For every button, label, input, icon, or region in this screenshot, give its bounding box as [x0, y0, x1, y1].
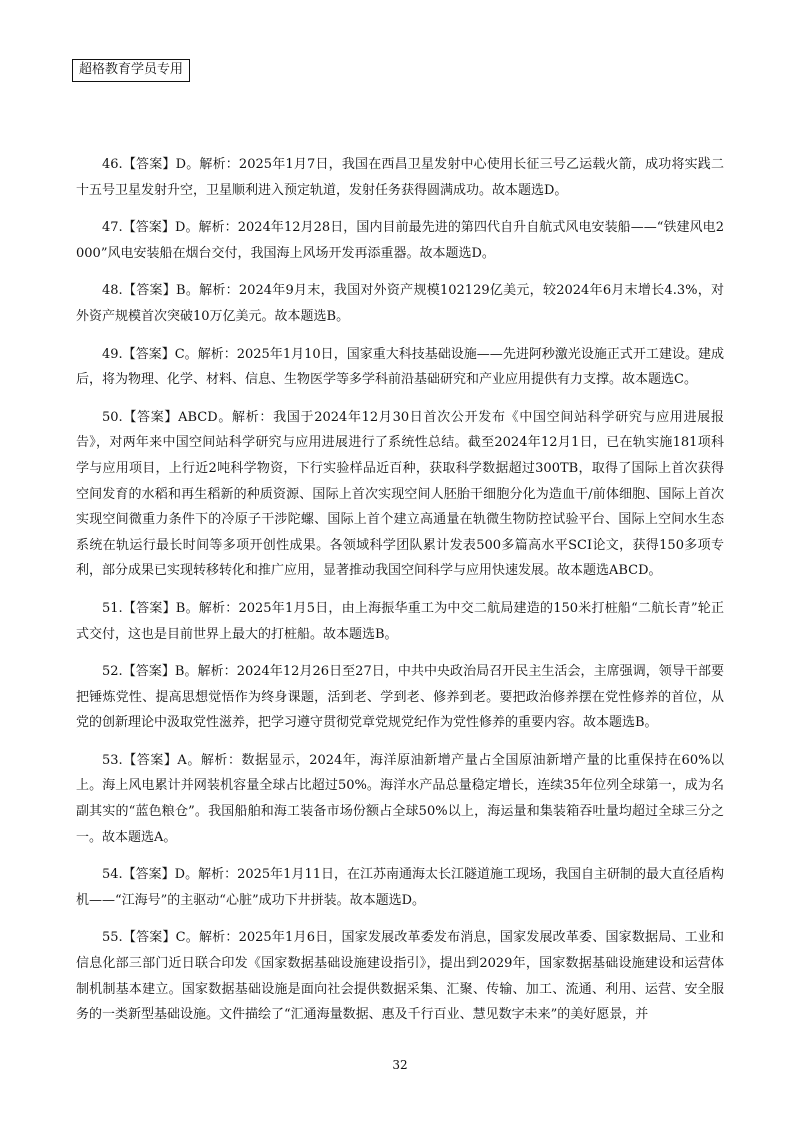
answer-paragraph-46: 46.【答案】D。解析：2025年1月7日，我国在西昌卫星发射中心使用长征三号乙运载火箭，成功将实践二十五号卫星发射升空，卫星顺利进入预定轨道，发射任务获得圆满成功。故本题选D。 — [76, 157, 724, 198]
answer-paragraph-51: 51.【答案】B。解析：2025年1月5日，由上海振华重工为中交二航局建造的150米打桩船“二航长青”轮正式交付，这也是目前世界上最大的打桩船。故本题选B。 — [76, 600, 724, 642]
answer-paragraph-53: 53.【答案】A。解析：数据显示，2024年，海洋原油新增产量占全国原油新增产量的比重保持在60%以上。海上风电累计并网装机容量全球占比超过50%。海洋水产品总量稳定增长，连续35年位列全球第一，成为名副其实的“蓝色粮仓”。我国船舶和海工装备市场份额占全球50%以上，海运量和集装箱吞吐量均超过全球三分之一。故本题选A。 — [76, 752, 724, 845]
answer-paragraph-52: 52.【答案】B。解析：2024年12月26日至27日，中共中央政治局召开民主生活会，主席强调，领导干部要把锤炼党性、提高思想觉悟作为终身课题，活到老、学到老、修养到老。要把政治修养摆在党性修养的首位，从党的创新理论中汲取党性滋养，把学习遵守贯彻党章党规党纪作为党性修养的重要内容。故本题选B。 — [76, 664, 724, 731]
answer-paragraph-55: 55.【答案】C。解析：2025年1月6日，国家发展改革委发布消息，国家发展改革委、国家数据局、工业和信息化部三部门近日联合印发《国家数据基础设施建设指引》，提出到2029年，国家数据基础设施建设和运营体制机制基本建立。国家数据基础设施是面向社会提供数据采集、汇聚、传输、加工、流通、利用、运营、安全服务的一类新型基础设施。文件描绘了“汇通海量数据、惠及千行百业、慧见数字未来”的美好愿景，并 — [76, 930, 724, 1023]
page-number: 32 — [392, 1058, 408, 1072]
header-label-box: 超格教育学员专用 — [72, 59, 190, 82]
answer-paragraph-54: 54.【答案】D。解析：2025年1月11日，在江苏南通海太长江隧道施工现场，我国自主研制的最大直径盾构机——“江海号”的主驱动“心脏”成功下井拼装。故本题选D。 — [76, 867, 724, 908]
answer-paragraph-49: 49.【答案】C。解析：2025年1月10日，国家重大科技基础设施——先进阿秒激光设施正式开工建设。建成后，将为物理、化学、材料、信息、生物医学等多学科前沿基础研究和产业应用提供有力支撑。故本题选C。 — [76, 346, 724, 388]
answer-paragraph-50: 50.【答案】ABCD。解析：我国于2024年12月30日首次公开发布《中国空间站科学研究与应用进展报告》，对两年来中国空间站科学研究与应用进展进行了系统性总结。截至2024年12月1日，已在轨实施181项科学与应用项目，上行近2吨科学物资，下行实验样品近百种，获取科学数据超过300TB，取得了国际上首次获得空间发育的水稻和再生稻新的种质资源、国际上首次实现空间人胚胎干细胞分化为造血干/前体细胞、国际上首次实现空间微重力条件下的冷原子干涉陀螺、国际上首个建立高通量在轨微生物防控试验平台、国际上空间水生态系统在轨运行最长时间等多项开创性成果。各领域科学团队累计发表500多篇高水平SCI论文，获得150多项专利，部分成果已实现转移转化和推广应用，显著推动我国空间科学与应用快速发展。故本题选ABCD。 — [76, 409, 724, 579]
answer-paragraph-48: 48.【答案】B。解析：2024年9月末，我国对外资产规模102129亿美元，较2024年6月末增长4.3%，对外资产规模首次突破10万亿美元。故本题选B。 — [76, 283, 724, 324]
answer-paragraph-47: 47.【答案】D。解析：2024年12月28日，国内目前最先进的第四代自升自航式风电安装船——“铁建风电2000”风电安装船在烟台交付，我国海上风场开发再添重器。故本题选D。 — [76, 220, 724, 261]
answer-list — [76, 152, 724, 1028]
